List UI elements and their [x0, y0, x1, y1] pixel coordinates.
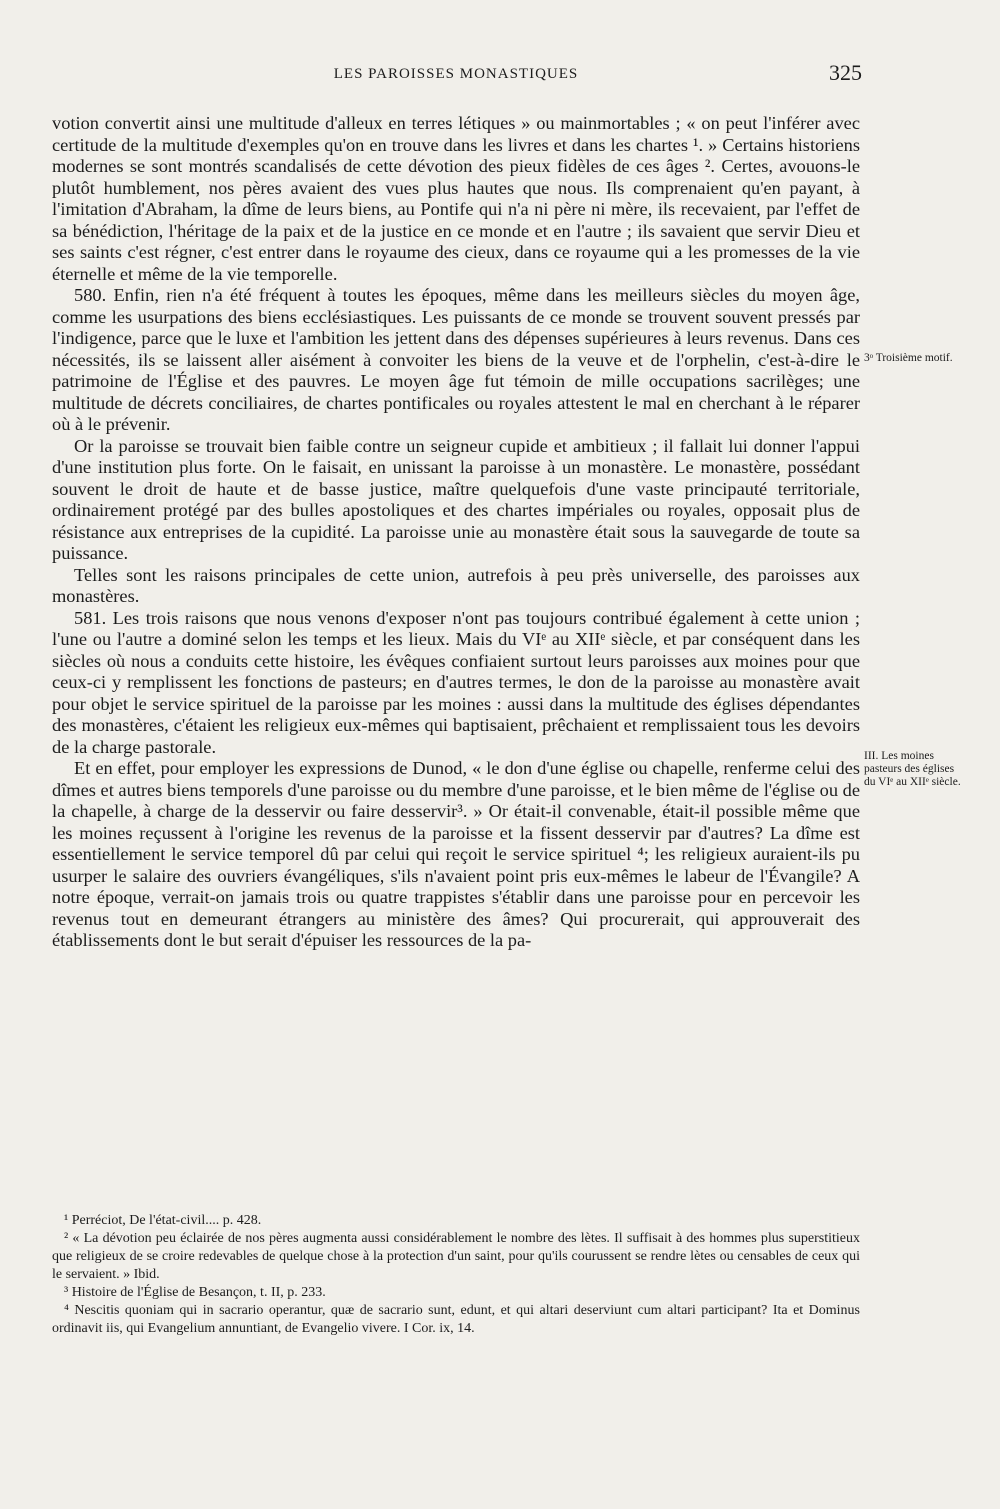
- paragraph-parish-weakness: Or la paroisse se trouvait bien faible contre un seigneur cupide et ambitieux ; il fallait lui donner l'appui d'une institution plus forte. On le faisait, en unissant la paroisse à un monastère. Le monastère, possédant souvent le droit de haute et de basse justice, maître quelquefois d'une vaste principauté territoriale, ordinairement protégé par des bulles apostoliques et des chartes impériales ou royales, opposait plus de résistance aux entreprises de la cupidité. La paroisse unie au monastère était sous la sauvegarde de toute sa puissance.: [52, 435, 860, 563]
- footnote-1: ¹ Perréciot, De l'état-civil.... p. 428.: [64, 1213, 262, 1228]
- running-title: LES PAROISSES MONASTIQUES: [333, 66, 579, 82]
- paragraph-dunod: Et en effet, pour employer les expressions de Dunod, « le don d'une église ou chapelle, renferme celui des dîmes et autres biens temporels d'une paroisse ou du membre d'une paroisse, et le bien même de l'église ou de la chapelle, à charge de la desservir ou faire desservir³. » Or était-il convenable, était-il possible même que les moines reçussent à l'origine les revenus de la paroisse et la fissent desservir par d'autres? La dîme est essentiellement le service temporel dû par celui qui reçoit le service spirituel ⁴; les religieux auraient-ils pu usurper le salaire des ouvriers évangéliques, s'ils n'avaient point pris eux-mêmes le labeur de l'Évangile? A notre époque, verrait-on jamais trois ou quatre trappistes s'établir dans une paroisse pour en percevoir les revenus tout en demeurant étrangers au ministère des âmes? Qui procurerait, qui approuverait des établissements dont le but serait d'épuiser les ressources de la pa-: [52, 758, 860, 950]
- footnotes: [52, 1212, 860, 1338]
- footnote-3: ³ Histoire de l'Église de Besançon, t. II, p. 233.: [64, 1285, 326, 1300]
- main-text: [52, 113, 860, 952]
- footnote-2: ² « La dévotion peu éclairée de nos pères augmenta aussi considérablement le nombre des lètes. Il suffisait à des hommes plus superstitieux que religieux de se croire redevables de quelque chose à la protection d'un saint, pour qu'ils courussent se rendre lètes ou censables de ceux qui le servaient. » Ibid.: [52, 1231, 860, 1282]
- margin-note-monks-pastors: III. Les moines pasteurs des églises du VIᵉ au XIIᵉ siècle.: [864, 750, 961, 788]
- paragraph-summary: Telles sont les raisons principales de cette union, autrefois à peu près universelle, des paroisses aux monastères.: [52, 564, 860, 606]
- page-number: 325: [829, 60, 862, 85]
- paragraph-580: 580. Enfin, rien n'a été fréquent à toutes les époques, même dans les meilleurs siècles du moyen âge, comme les usurpations des biens ecclésiastiques. Les puissants de ce monde se trouvent souvent pressés par l'indigence, parce que le luxe et l'ambition les jettent dans des dépenses supérieures à leurs revenus. Dans ces nécessités, ils se laissent aller aisément à convoiter les biens de la veuve et de l'orphelin, c'est-à-dire le patrimoine de l'Église et des pauvres. Le moyen âge fut témoin de mille occupations sacrilèges; une multitude de décrets conciliaires, de chartes pontificales ou royales attestent le mal en cherchant à le réparer où à le prévenir.: [52, 285, 860, 434]
- paragraph-continued: votion convertit ainsi une multitude d'alleux en terres létiques » ou mainmortables ; « on peut l'inférer avec certitude de la multitude d'exemples qu'on en trouve dans les livres et dans les chartes ¹. » Certains historiens modernes se sont montrés scandalisés de cette dévotion des pieux fidèles de ces âges ². Certes, avouons-le plutôt humblement, nos pères avaient des vues plus hautes que nous. Ils comprenaient qu'en payant, à l'imitation d'Abraham, la dîme de leurs biens, au Pontife qui n'a ni père ni mère, ils recevaient, par l'effet de sa bénédiction, l'héritage de la paix et de la justice en ce monde et en l'autre ; ils savaient que servir Dieu et ses saints c'est régner, c'est entrer dans le royaume des cieux, dans ce royaume qui a les promesses de la vie éternelle et même de la vie temporelle.: [52, 113, 860, 284]
- footnote-4: ⁴ Nescitis quoniam qui in sacrario operantur, quæ de sacrario sunt, edunt, et qui altari deserviunt cum altari participant? Ita et Dominus ordinavit iis, qui Evangelium annuntiant, de Evangelio vivere. I Cor. ix, 14.: [52, 1303, 860, 1336]
- paragraph-581: 581. Les trois raisons que nous venons d'exposer n'ont pas toujours contribué également à cette union ; l'une ou l'autre a dominé selon les temps et les lieux. Mais du VIᵉ au XIIᵉ siècle, et par conséquent dans les siècles où nous a conduits cette histoire, les évêques confiaient surtout leurs paroisses aux moines pour que ceux-ci y remplissent les fonctions de pasteurs; en d'autres termes, le don de la paroisse au monastère avait pour objet le service spirituel de la paroisse par les moines : aussi dans la multitude des églises dépendantes des monastères, c'étaient les religieux eux-mêmes qui baptisaient, prêchaient et remplissaient tous les devoirs de la charge pastorale.: [52, 607, 860, 757]
- margin-note-third-motive: 3ᵒ Troisième motif.: [864, 352, 953, 364]
